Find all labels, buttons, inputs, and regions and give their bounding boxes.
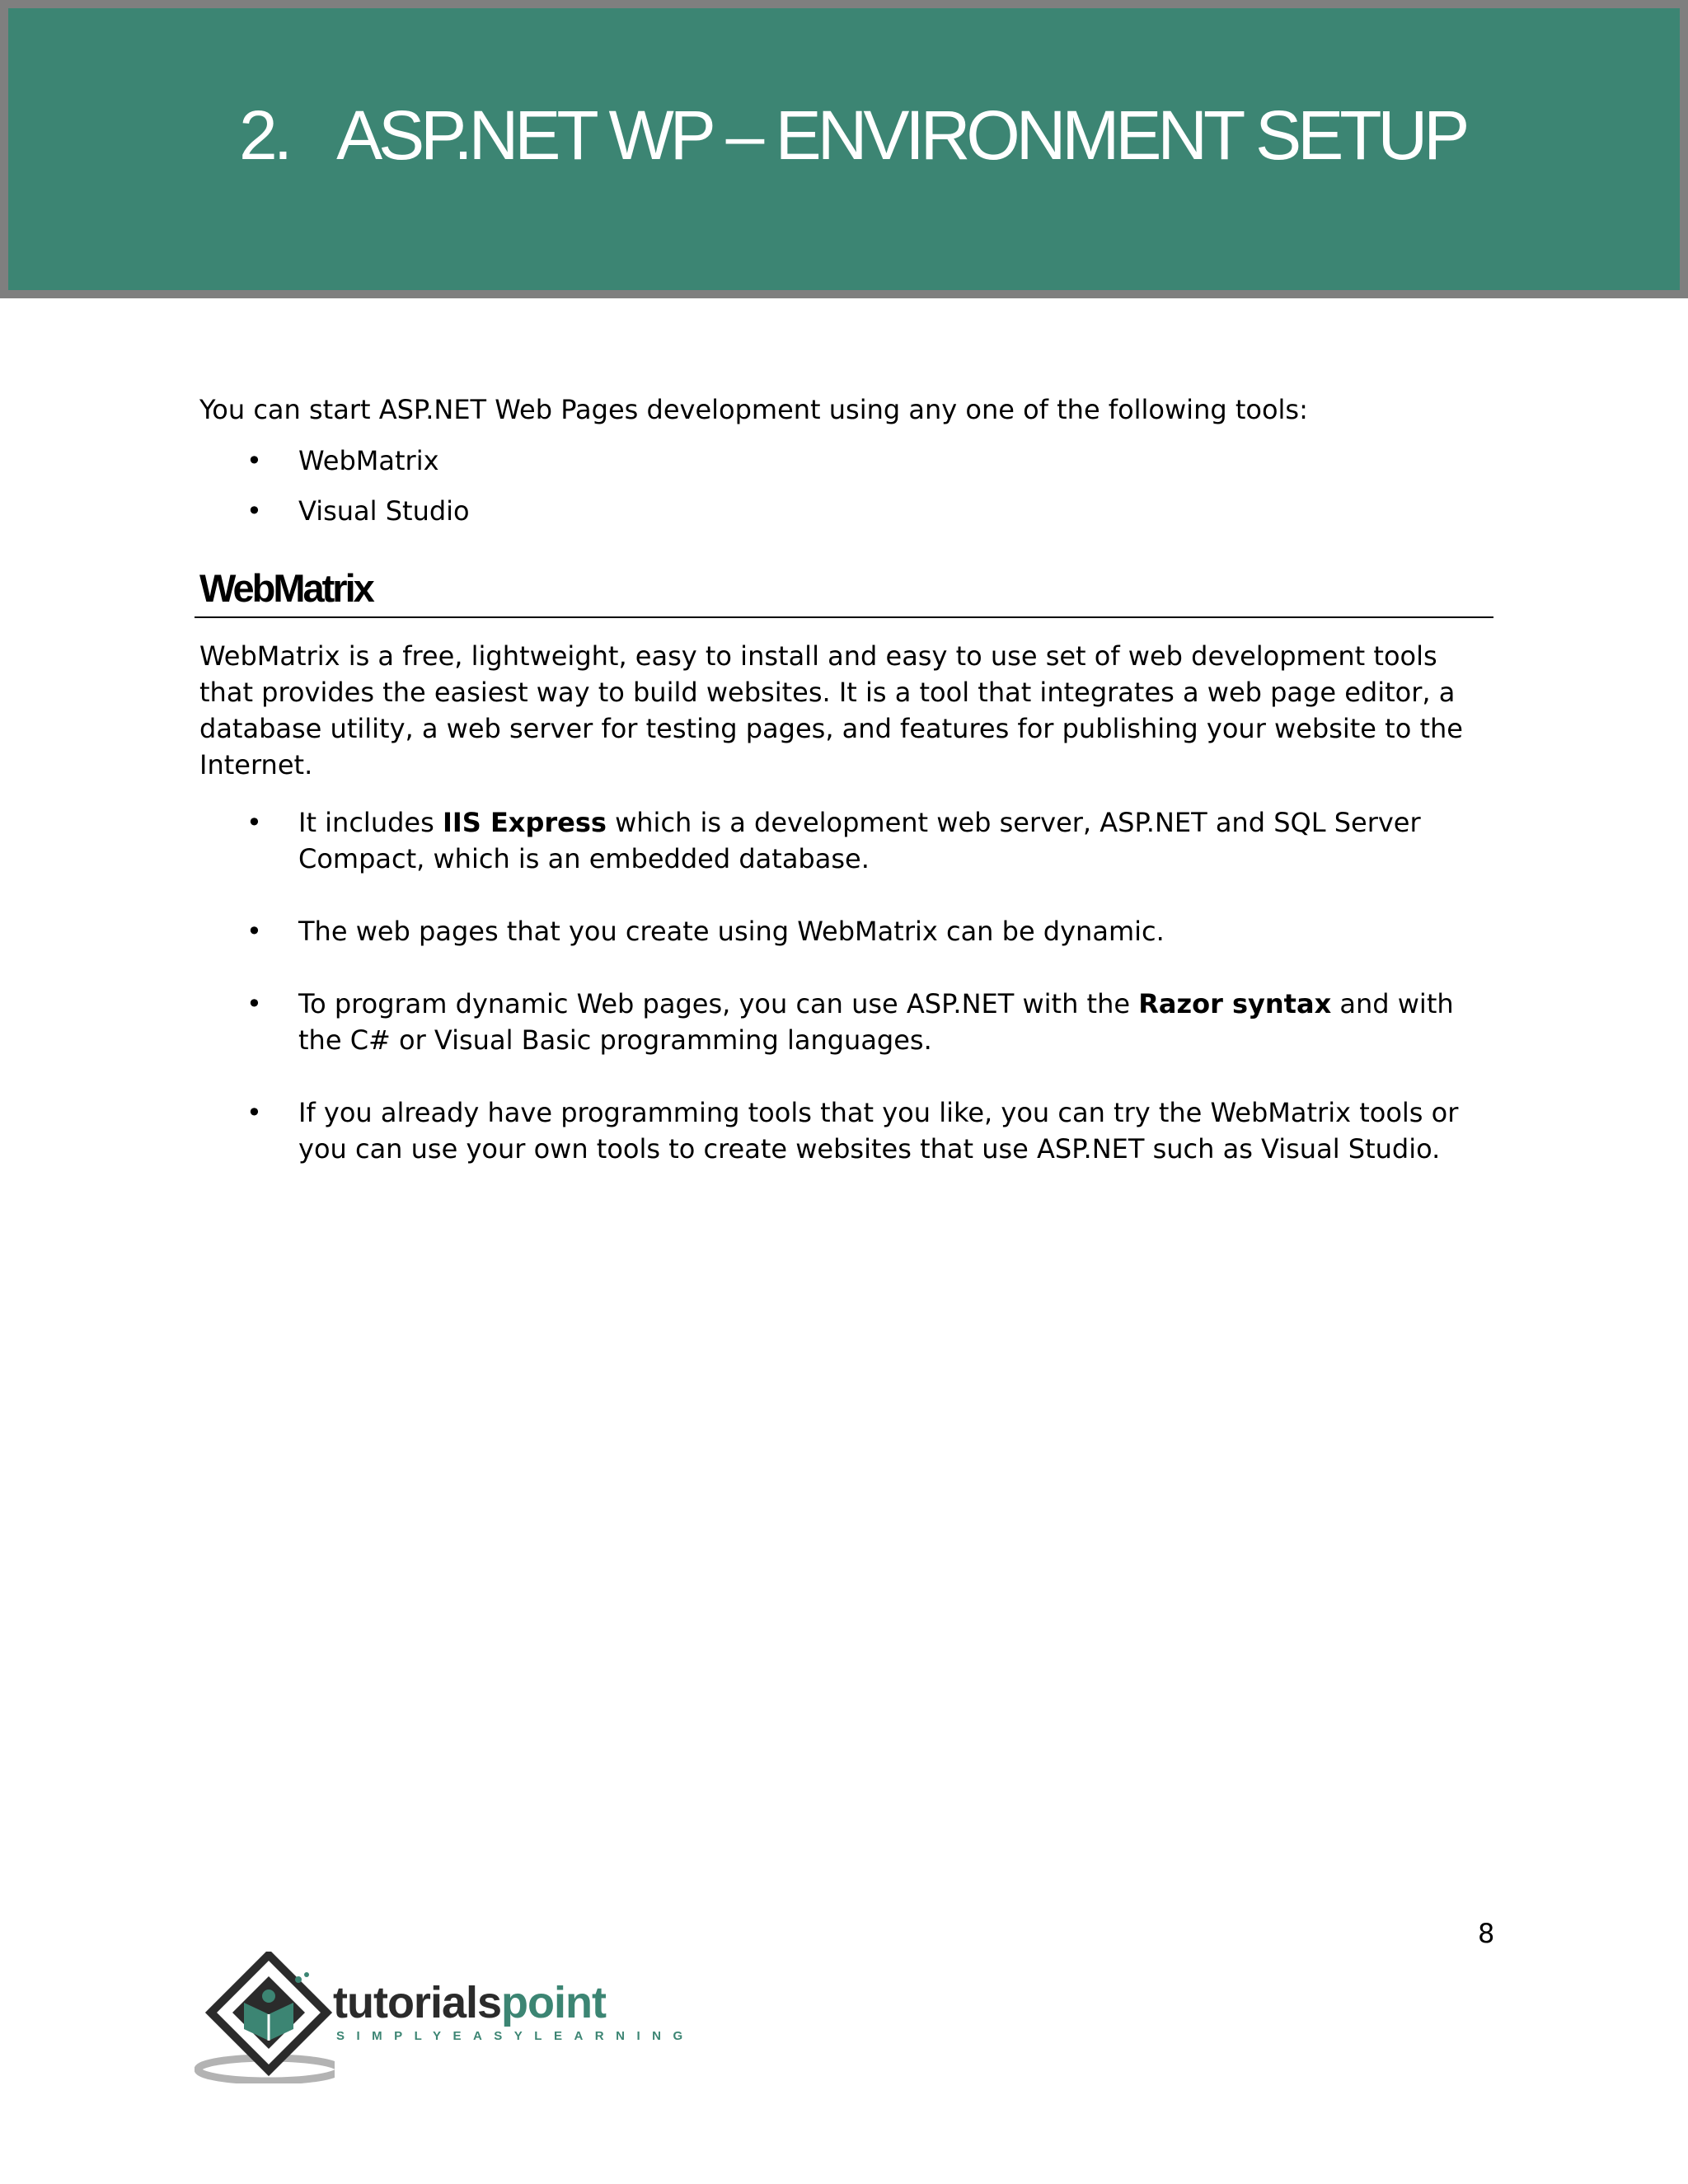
bullet-icon: • (246, 988, 262, 1019)
intro-paragraph: You can start ASP.NET Web Pages development using any one of the following tools: (199, 394, 1308, 425)
feature-text-bold: Razor syntax (1138, 988, 1332, 1019)
list-item (199, 986, 1493, 1058)
list-item (199, 443, 1493, 479)
section-description: WebMatrix is a free, lightweight, easy to install and easy to use set of web development tools that provides the easiest way to build websites. It is a tool that integrates a web page editor, a database utility, a web server for testing pages, and features for publishing your website to the Internet. (199, 640, 1463, 780)
logo-tagline: SIMPLYEASYLEARNING (336, 2029, 695, 2043)
page-content (199, 391, 1493, 1203)
logo-word-tutorials: tutorials (333, 1978, 502, 2027)
tutorialspoint-logo (195, 1952, 695, 2083)
features-list (199, 804, 1493, 1167)
chapter-number: 2. (239, 96, 289, 174)
feature-text-before: To program dynamic Web pages, you can use ASP.NET with the (298, 988, 1139, 1019)
chapter-title-text: ASP.NET WP – ENVIRONMENT SETUP (336, 96, 1466, 174)
list-item (199, 804, 1493, 877)
bullet-icon: • (246, 495, 262, 527)
list-item (199, 913, 1493, 949)
section-heading: WebMatrix (195, 565, 1493, 618)
bullet-icon: • (246, 1097, 262, 1128)
tool-name: WebMatrix (298, 445, 439, 476)
bullet-icon: • (246, 445, 262, 476)
list-item (199, 1094, 1493, 1167)
page-number: 8 (1478, 1918, 1495, 1949)
logo-word-point: point (501, 1978, 606, 2027)
chapter-banner (0, 0, 1688, 298)
list-item (199, 493, 1493, 529)
logo-emblem-icon (195, 1952, 335, 2083)
bullet-icon: • (246, 916, 262, 947)
feature-text-before: It includes (298, 807, 443, 838)
chapter-title (239, 96, 1465, 176)
tool-name: Visual Studio (298, 495, 470, 527)
feature-text-before: If you already have programming tools that you like, you can try the WebMatrix tools or you can use your own tools to create websites that use ASP.NET such as Visual Studio. (298, 1097, 1459, 1165)
feature-text-before: The web pages that you create using WebMatrix can be dynamic. (298, 916, 1165, 947)
feature-text-after: which is a development web server, ASP.NET and SQL Server Compact, which is an embedded database. (298, 807, 1421, 874)
feature-text-bold: IIS Express (442, 807, 607, 838)
tools-list (199, 443, 1493, 529)
bullet-icon: • (246, 807, 262, 838)
logo-wordmark (333, 1978, 606, 2027)
feature-text-after: and with the C# or Visual Basic programming languages. (298, 988, 1454, 1056)
